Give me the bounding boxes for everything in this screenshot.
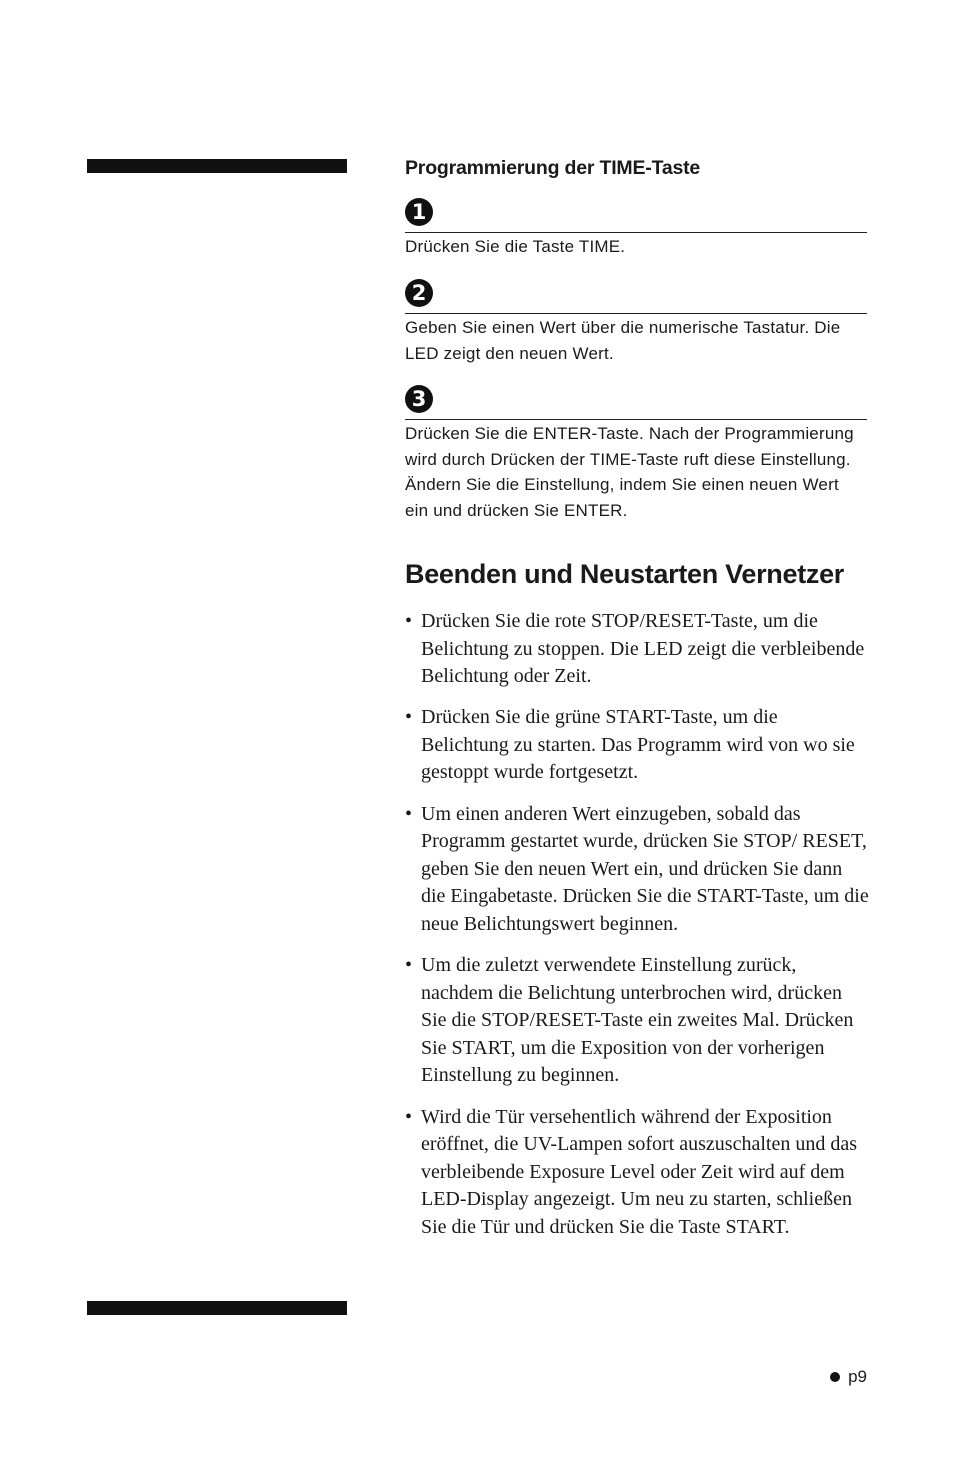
- decorative-bar-top: [87, 159, 347, 173]
- bullet-dot-icon: [830, 1372, 840, 1382]
- step-2: [405, 279, 867, 366]
- step-number-2: 2: [405, 279, 433, 307]
- list-item: • Wird die Tür versehentlich während der Exposition eröffnet, die UV-Lampen sofort auszuschalten und das verbleibende Exposure Level oder Zeit wird auf dem LED-Display angezeigt. Um neu zu starten, schließen Sie die Tür und drücken Sie die Taste START.: [405, 1104, 870, 1242]
- step-divider: [405, 232, 867, 233]
- step-text-3: Drücken Sie die ENTER-Taste. Nach der Programmierung wird durch Drücken der TIME-Taste ruft diese Einstellung. Ändern Sie die Einstellung, indem Sie einen neuen Wert ein und drücken Sie ENTER.: [405, 424, 854, 520]
- step-divider: [405, 419, 867, 420]
- step-text-1: Drücken Sie die Taste TIME.: [405, 237, 626, 256]
- page-number: p9: [848, 1367, 867, 1386]
- section-heading: Beenden und Neustarten Vernetzer: [405, 559, 845, 589]
- step-divider: [405, 313, 867, 314]
- step-text-2: Geben Sie einen Wert über die numerische Tastatur. Die LED zeigt den neuen Wert.: [405, 318, 841, 363]
- section-title: Programmierung der TIME-Taste: [405, 157, 701, 179]
- page-footer: [830, 1367, 867, 1387]
- decorative-bar-bottom: [87, 1301, 347, 1315]
- list-item: • Um einen anderen Wert einzugeben, sobald das Programm gestartet wurde, drücken Sie STOP/ RESET, geben Sie den neuen Wert ein, und drücken Sie dann die Eingabetaste. Drücken Sie die START-Taste, um die neue Belichtungswert beginnen.: [405, 801, 870, 939]
- step-1: [405, 198, 867, 260]
- step-number-3: 3: [405, 385, 433, 413]
- list-item: • Drücken Sie die grüne START-Taste, um die Belichtung zu starten. Das Programm wird von wo sie gestoppt wurde fortgesetzt.: [405, 704, 870, 787]
- bullet-list: [405, 608, 870, 1255]
- list-item: • Drücken Sie die rote STOP/RESET-Taste, um die Belichtung zu stoppen. Die LED zeigt die verbleibende Belichtung oder Zeit.: [405, 608, 870, 691]
- step-3: [405, 385, 867, 523]
- list-item: • Um die zuletzt verwendete Einstellung zurück, nachdem die Belichtung unterbrochen wird, drücken Sie die STOP/RESET-Taste ein zweites Mal. Drücken Sie START, um die Exposition von der vorherigen Einstellung zu beginnen.: [405, 952, 870, 1090]
- step-number-1: 1: [405, 198, 433, 226]
